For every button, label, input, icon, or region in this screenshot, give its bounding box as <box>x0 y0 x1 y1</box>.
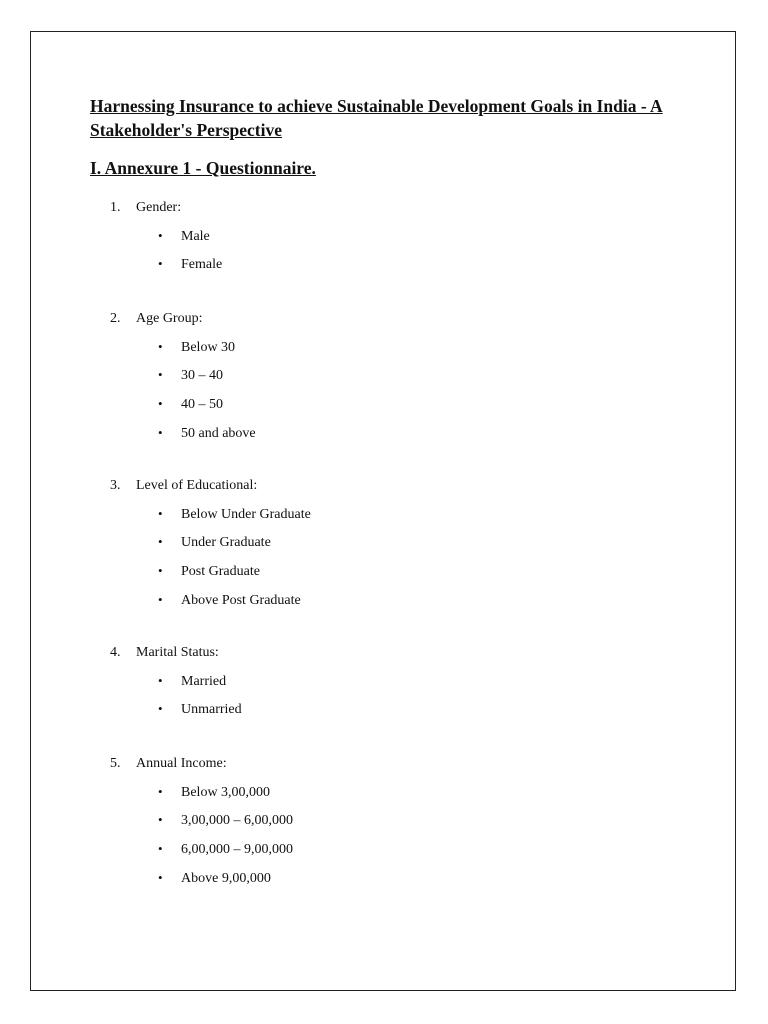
question-text: Marital Status: <box>136 645 219 660</box>
question-text: Annual Income: <box>136 756 227 771</box>
option-list <box>110 783 670 898</box>
bullet-icon: • <box>158 591 163 607</box>
bullet-icon: • <box>158 840 163 856</box>
option-list <box>110 227 670 284</box>
option-item <box>110 700 670 729</box>
question-line <box>110 643 670 663</box>
question-text: Age Group: <box>136 311 203 326</box>
bullet-icon: • <box>158 367 163 383</box>
bullet-icon: • <box>158 227 163 243</box>
option-label: Below 3,00,000 <box>181 784 271 800</box>
option-list <box>110 672 670 729</box>
bullet-icon: • <box>158 701 163 717</box>
question-annual-income <box>110 754 670 897</box>
option-label: 30 – 40 <box>181 368 223 384</box>
option-label: Below Under Graduate <box>181 506 311 522</box>
bullet-icon: • <box>158 395 163 411</box>
option-list <box>110 338 670 453</box>
question-line <box>110 476 670 496</box>
option-item <box>110 227 670 256</box>
document-page <box>30 31 736 991</box>
option-label: Male <box>181 228 210 244</box>
bullet-icon: • <box>158 672 163 688</box>
question-line <box>110 309 670 329</box>
question-line <box>110 198 670 218</box>
question-number: 1. <box>110 200 121 215</box>
bullet-icon: • <box>158 783 163 799</box>
question-marital-status <box>110 643 670 729</box>
option-item <box>110 783 670 812</box>
option-item <box>110 533 670 562</box>
question-number: 5. <box>110 756 121 771</box>
option-item <box>110 255 670 284</box>
option-item <box>110 562 670 591</box>
question-line <box>110 754 670 774</box>
option-item <box>110 395 670 424</box>
option-label: Post Graduate <box>181 563 260 579</box>
bullet-icon: • <box>158 505 163 521</box>
option-label: Below 30 <box>181 339 236 355</box>
bullet-icon: • <box>158 256 163 272</box>
option-item <box>110 424 670 453</box>
bullet-icon: • <box>158 424 163 440</box>
option-label: Above 9,00,000 <box>181 870 271 886</box>
option-label: Under Graduate <box>181 535 271 551</box>
question-number: 3. <box>110 478 121 493</box>
bullet-icon: • <box>158 534 163 550</box>
question-number: 4. <box>110 645 121 660</box>
option-label: 6,00,000 – 9,00,000 <box>181 841 293 857</box>
option-label: Unmarried <box>181 702 242 718</box>
question-education-level <box>110 476 670 619</box>
question-number: 2. <box>110 311 121 326</box>
option-label: Female <box>181 257 223 273</box>
option-list <box>110 505 670 620</box>
option-label: 3,00,000 – 6,00,000 <box>181 813 293 829</box>
option-item <box>110 366 670 395</box>
option-label: Above Post Graduate <box>181 592 301 608</box>
option-item <box>110 505 670 534</box>
option-label: 40 – 50 <box>181 396 223 412</box>
bullet-icon: • <box>158 812 163 828</box>
option-label: 50 and above <box>181 425 256 441</box>
document-title: Harnessing Insurance to achieve Sustainable Development Goals in India - A Stakeholder's Perspective <box>90 96 663 140</box>
option-item <box>110 869 670 898</box>
option-item <box>110 338 670 367</box>
question-text: Level of Educational: <box>136 478 258 493</box>
option-label: Married <box>181 673 227 689</box>
question-gender <box>110 198 670 284</box>
option-item <box>110 811 670 840</box>
option-item <box>110 591 670 620</box>
question-age-group <box>110 309 670 452</box>
bullet-icon: • <box>158 338 163 354</box>
section-heading: I. Annexure 1 - Questionnaire. <box>90 158 316 178</box>
bullet-icon: • <box>158 869 163 885</box>
option-item <box>110 840 670 869</box>
bullet-icon: • <box>158 562 163 578</box>
question-text: Gender: <box>136 200 182 215</box>
option-item <box>110 672 670 701</box>
